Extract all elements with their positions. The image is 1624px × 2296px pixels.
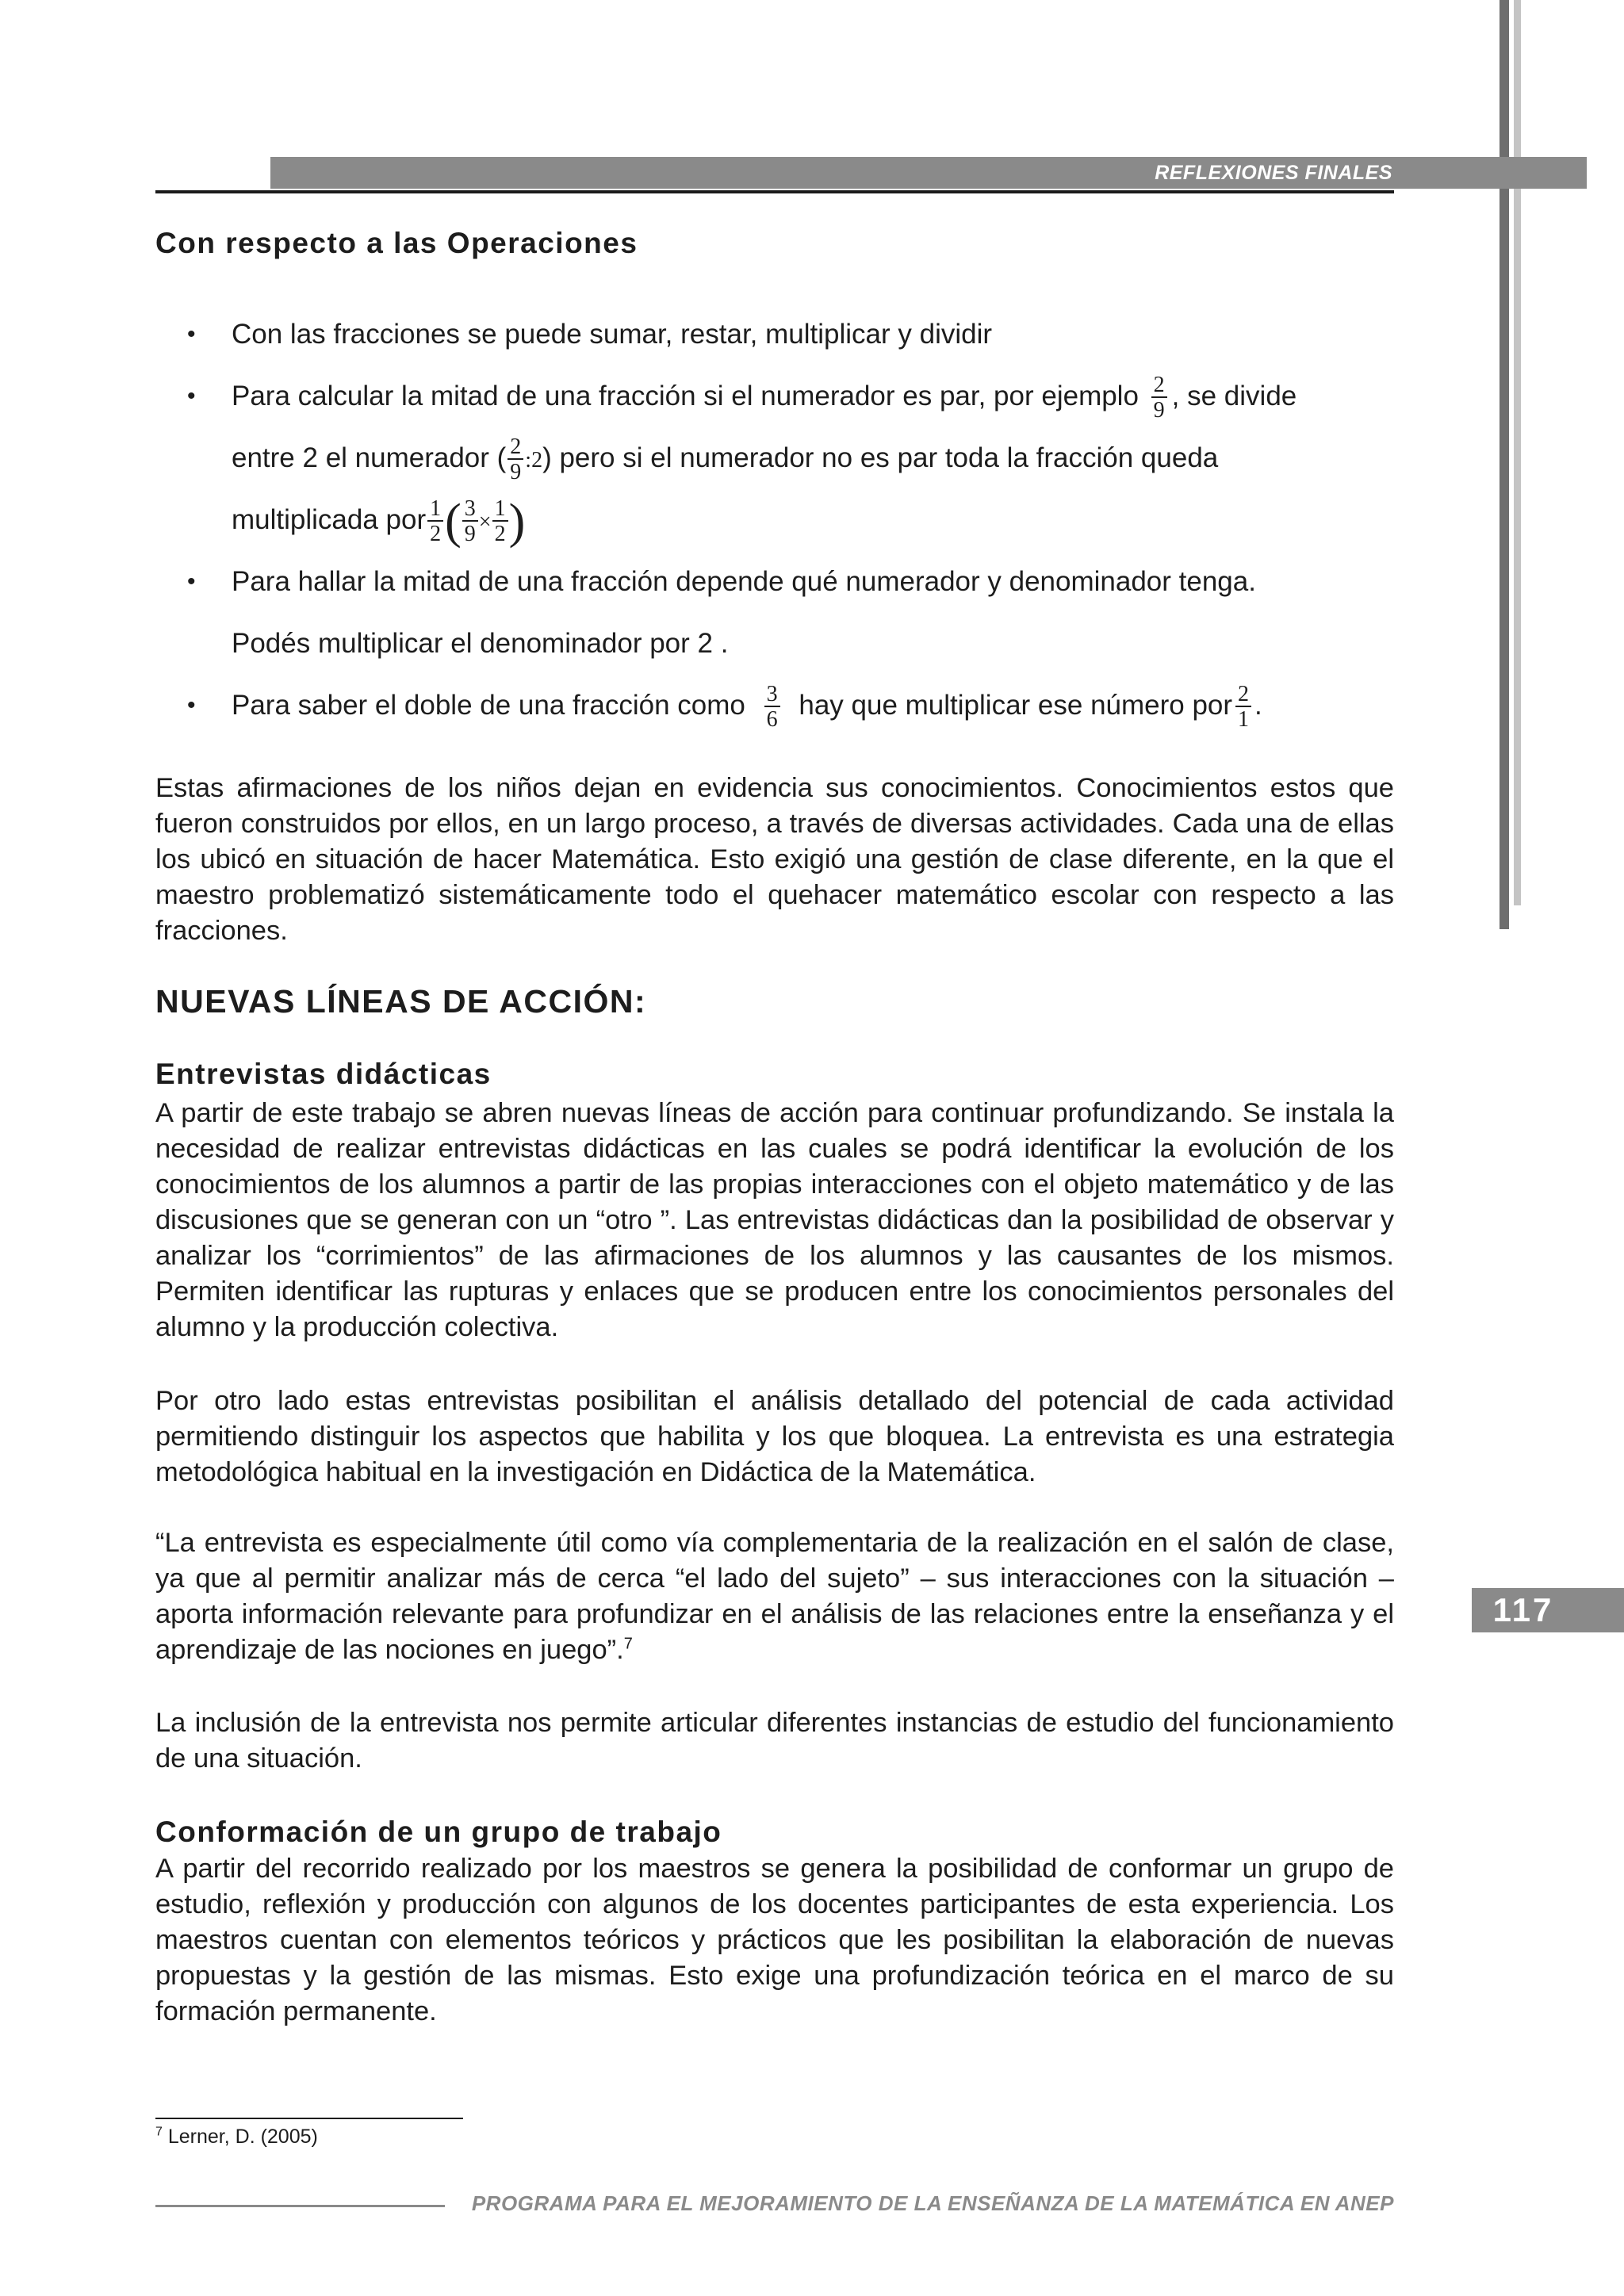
fraction [1235, 683, 1251, 731]
fraction [1151, 374, 1167, 422]
bullet-dot: • [187, 321, 196, 347]
footnote-text: Lerner, D. (2005) [167, 2126, 318, 2148]
vertical-bar-light [1514, 0, 1521, 905]
footnote [155, 2124, 318, 2149]
fraction [462, 498, 478, 545]
parenthesis-open: ( [445, 494, 462, 549]
paragraph-entrevistas-2: Por otro lado estas entrevistas posibilitan el análisis detallado del potencial de cada actividad permitiendo distinguir los aspectos que habilita y los que bloquea. La entrevista es una estrategia metodológica habitual en la investigación en Didáctica de la Matemática. [155, 1386, 1394, 1487]
bullet-text: entre 2 el numerador ( [232, 442, 507, 473]
footer-program-title: PROGRAMA PARA EL MEJORAMIENTO DE LA ENSEÑANZA DE LA MATEMÁTICA EN ANEP [471, 2191, 1394, 2215]
fraction-numerator: 2 [1151, 374, 1167, 398]
fraction-numerator: 3 [462, 498, 478, 522]
bullet-text: , se divide [1171, 381, 1297, 411]
fraction [508, 436, 523, 484]
bullet-text: Para saber el doble de una fracción como [232, 690, 745, 721]
bullet-text: Con las fracciones se puede sumar, restar, multiplicar y dividir [232, 319, 993, 350]
bullet-line [232, 373, 1297, 422]
fraction [764, 683, 780, 731]
heading-entrevistas: Entrevistas didácticas [155, 1058, 492, 1090]
footer-rule [155, 2205, 445, 2207]
fraction-numerator: 1 [427, 498, 443, 522]
fraction-denominator: 9 [1153, 397, 1165, 423]
bullet-text: Para calcular la mitad de una fracción si el numerador es par, por ejemplo [232, 381, 1139, 411]
paragraph-entrevistas-1: A partir de este trabajo se abren nuevas líneas de acción para continuar profundizando. Se instala la necesidad de realizar entrevistas didácticas en las cuales se podrá identificar la evolución de los conocimientos de los alumnos a partir de las propias interacciones con el objeto matemático y de las discusiones que se generan con un “otro ”. Las entrevistas didácticas dan la posibilidad de observar y analizar los “corrimientos” de las afirmaciones de los alumnos y las causantes de los mismos. Permiten identificar las rupturas y enlaces que se producen entre los conocimientos personales del alumno y la producción colectiva. [155, 1098, 1394, 1342]
fraction-denominator: 6 [766, 706, 778, 732]
fraction [427, 498, 443, 545]
division-operator: :2 [525, 448, 543, 473]
fraction-numerator: 1 [492, 498, 508, 522]
fraction-denominator: 2 [494, 521, 506, 546]
bullet-text: . [1254, 690, 1262, 721]
paragraph-afirmaciones: Estas afirmaciones de los niños dejan en evidencia sus conocimientos. Conocimientos estos que fueron construidos por ellos, en un largo proceso, a través de diversas actividades. Cada una de ellas los ubicó en situación de hacer Matemática. Esto exigió una gestión de clase diferente, en la que el maestro problematizó sistemáticamente todo el quehacer matemático escolar con respecto a las fracciones. [155, 773, 1394, 946]
heading-grupo-trabajo: Conformación de un grupo de trabajo [155, 1816, 722, 1848]
paragraph-grupo: A partir del recorrido realizado por los maestros se genera la posibilidad de conformar un grupo de estudio, reflexión y producción con algunos de los docentes participantes de esta experiencia. Los maestros cuentan con elementos teóricos y prácticos que les posibilitan la elaboración de nuevas propuestas y la gestión de las mismas. Esto exige una profundización teórica en el marco de su formación permanente. [155, 1854, 1394, 2026]
paragraph-entrevistas-quote [155, 1525, 1394, 1668]
bullet-continuation [232, 494, 526, 549]
bullet-text: hay que multiplicar ese número por [799, 690, 1233, 721]
vertical-bar-dark [1500, 0, 1509, 929]
page-number-badge [1472, 1588, 1624, 1632]
bullet-dot: • [187, 568, 196, 595]
bullet-text: ) pero si el numerador no es par toda la fracción queda [542, 442, 1219, 473]
parenthesis-close: ) [508, 494, 526, 549]
footnote-rule [155, 2118, 463, 2119]
fraction-denominator: 9 [464, 521, 476, 546]
fraction [492, 498, 508, 545]
bullet-text: multiplicada por [232, 504, 427, 535]
header-rule [155, 190, 1394, 193]
fraction-denominator: 2 [430, 521, 442, 546]
bullet-dot: • [187, 383, 196, 409]
page-number: 117 [1492, 1591, 1554, 1628]
paragraph-entrevistas-4: La inclusión de la entrevista nos permite articular diferentes instancias de estudio del funcionamiento de una situación. [155, 1708, 1394, 1774]
multiply-operator: × [478, 510, 492, 534]
bullet-text: Para hallar la mitad de una fracción depende qué numerador y denominador tenga. [232, 566, 1256, 597]
bullet-continuation: Podés multiplicar el denominador por 2 . [232, 628, 729, 659]
header-section-title: REFLEXIONES FINALES [1155, 162, 1392, 184]
heading-operaciones: Con respecto a las Operaciones [155, 227, 638, 259]
fraction-denominator: 1 [1238, 706, 1250, 732]
heading-nuevas-lineas: NUEVAS LÍNEAS DE ACCIÓN: [155, 983, 647, 1020]
fraction-denominator: 9 [510, 459, 522, 484]
bullet-continuation [232, 434, 1218, 482]
quote-text: “La entrevista es especialmente útil como vía complementaria de la realización en el salón de clase, ya que al permitir analizar más de cerca “el lado del sujeto” – sus interacciones con la situación – aporta información relevante para profundizar en el análisis de las relaciones entre la enseñanza y el aprendizaje de las nociones en juego”. [155, 1528, 1394, 1665]
footnote-number: 7 [155, 2125, 163, 2139]
bullet-dot: • [187, 692, 196, 718]
fraction-numerator: 3 [764, 683, 780, 707]
bullet-line [232, 682, 1262, 731]
fraction-numerator: 2 [508, 436, 523, 460]
fraction-numerator: 2 [1235, 683, 1251, 707]
footnote-ref: 7 [623, 1635, 633, 1653]
